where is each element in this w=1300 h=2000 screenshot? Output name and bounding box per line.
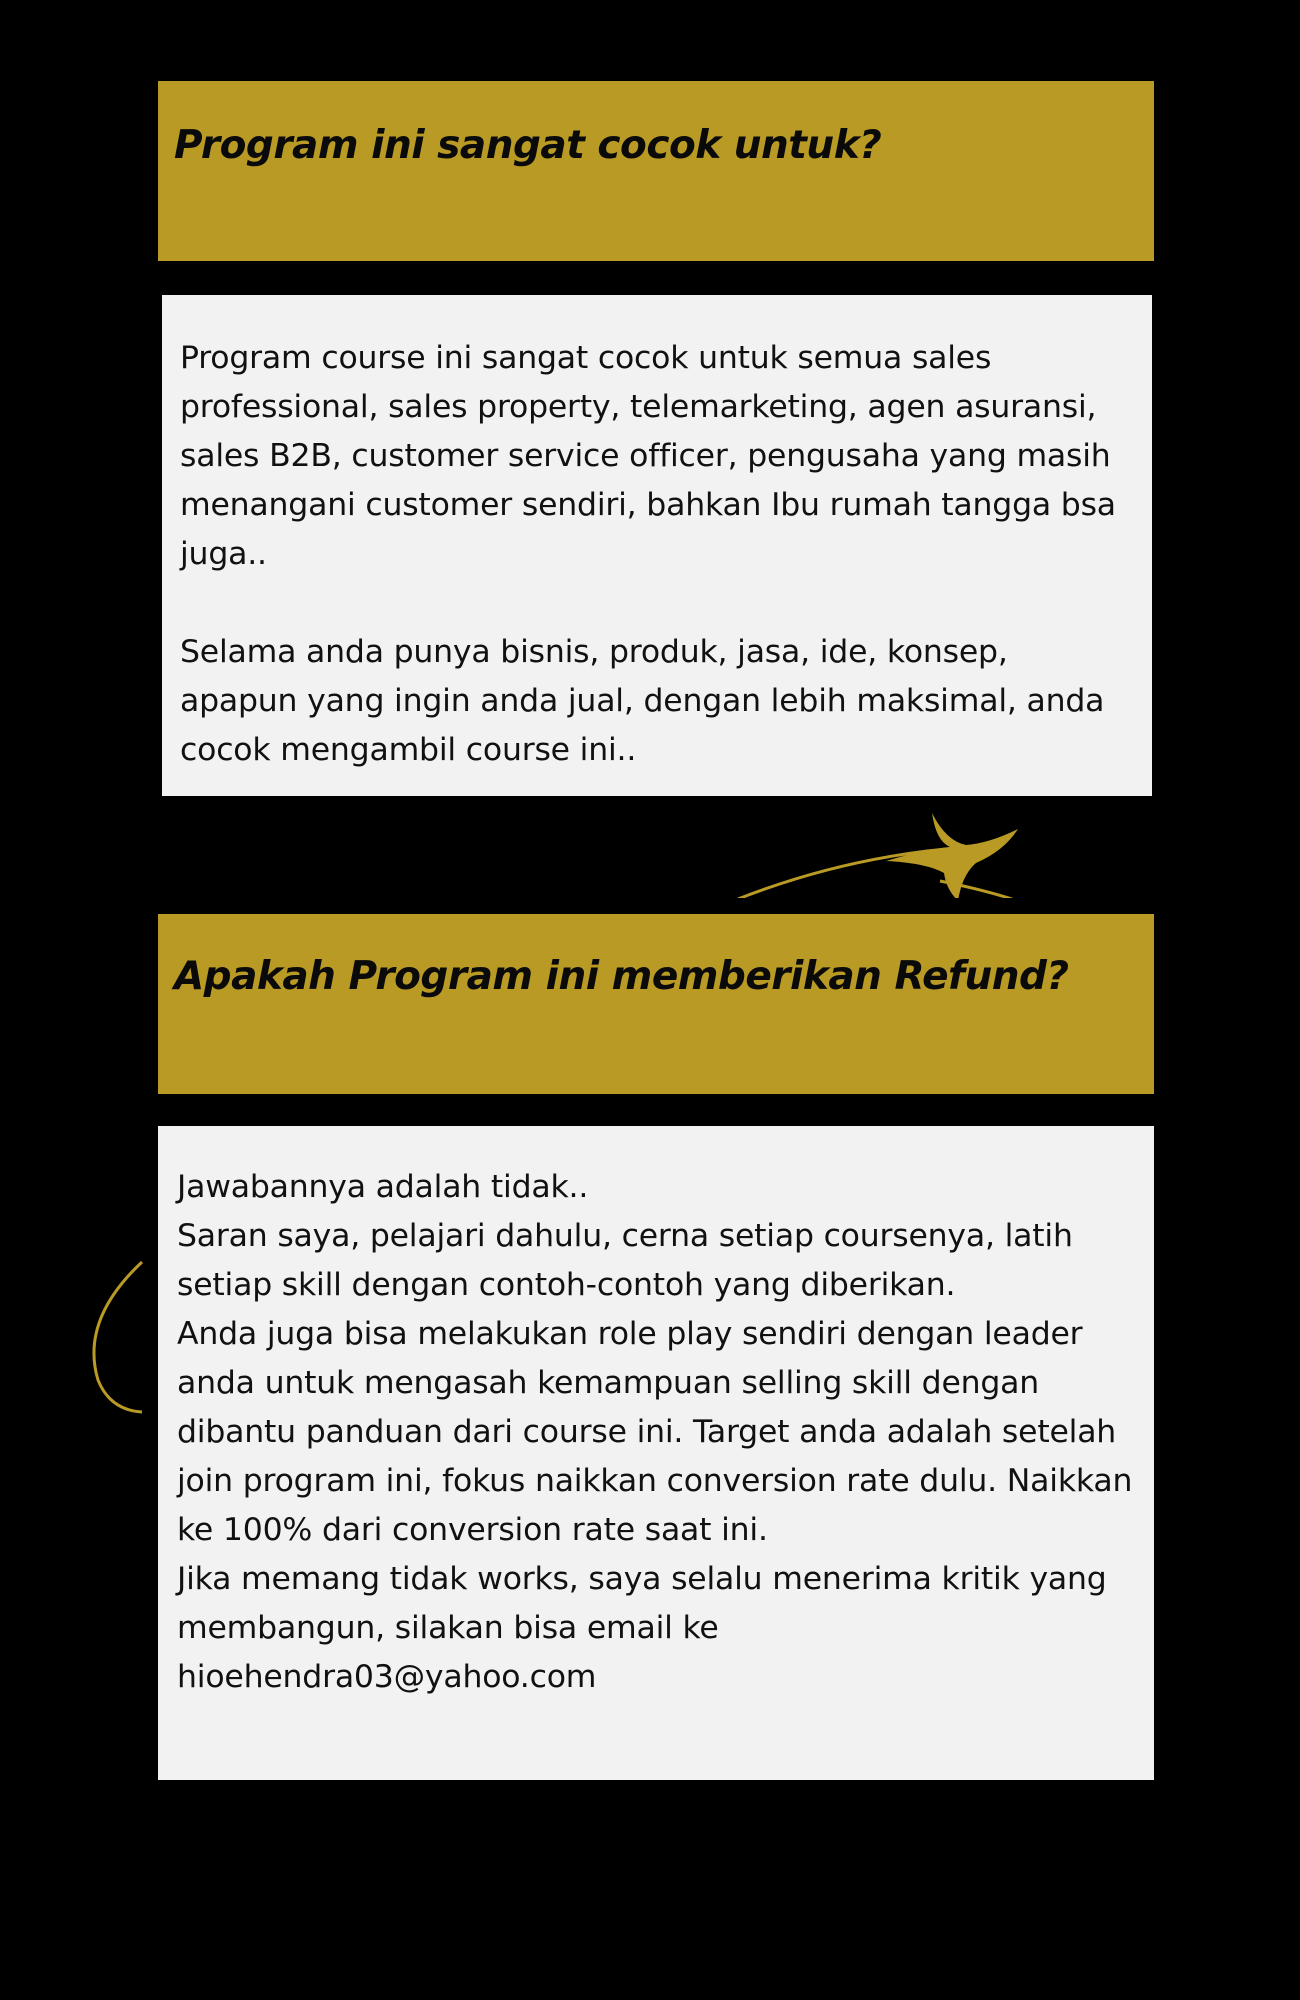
faq-2-question-box (158, 914, 1154, 1094)
faq-2-answer-line-2: Saran saya, pelajari dahulu, cerna setiap coursenya, latih setiap skill dengan contoh-contoh yang diberikan. (177, 1218, 1073, 1303)
faq-2-answer-line-1: Jawabannya adalah tidak.. (177, 1169, 589, 1205)
faq-1-answer-card (162, 295, 1152, 796)
faq-1-question-box (158, 81, 1154, 261)
faq-2-answer-line-3: Anda juga bisa melakukan role play sendiri dengan leader anda untuk mengasah kemampuan selling skill dengan dibantu panduan dari course ini. Target anda adalah setelah join program ini, fokus naikkan conversion rate dulu. Naikkan ke 100% dari conversion rate saat ini. (177, 1316, 1133, 1548)
faq-2-answer-line-4: Jika memang tidak works, saya selalu menerima kritik yang membangun, silakan bisa email ke hioehendra03@yahoo.com (177, 1561, 1107, 1695)
faq-1-answer-paragraph-2: Selama anda punya bisnis, produk, jasa, ide, konsep, apapun yang ingin anda jual, dengan lebih maksimal, anda cocok mengambil course ini.. (180, 634, 1105, 768)
faq-1-question: Program ini sangat cocok untuk? (174, 123, 882, 168)
faq-2-answer-card (158, 1126, 1154, 1780)
faq-2-question: Apakah Program ini memberikan Refund? (174, 954, 1069, 999)
faq-1-answer-paragraph-1: Program course ini sangat cocok untuk semua sales professional, sales property, telemarketing, agen asuransi, sales B2B, customer service officer, pengusaha yang masih menangani customer sendiri, bahkan Ibu rumah tangga bsa juga.. (180, 340, 1116, 572)
